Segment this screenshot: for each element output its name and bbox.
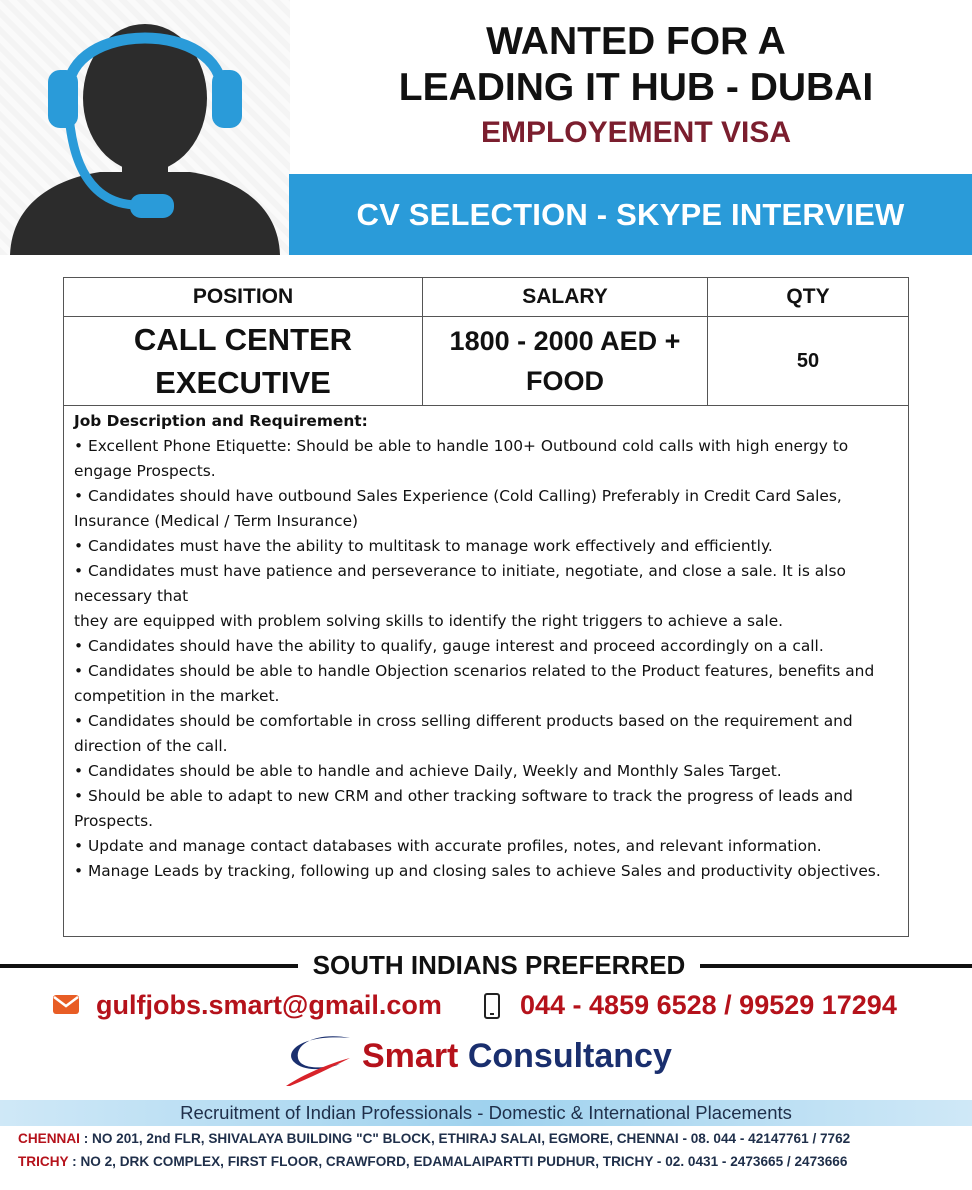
brand-logo	[280, 1030, 700, 1090]
salary-line-1: 1800 - 2000 AED +	[449, 326, 681, 356]
job-details-box	[63, 277, 909, 937]
swoosh-logo-icon	[280, 1030, 360, 1090]
address-text: : NO 201, 2nd FLR, SHIVALAYA BUILDING "C" BLOCK, ETHIRAJ SALAI, EGMORE, CHENNAI - 08. 044 - 42147761 / 7762	[79, 1131, 851, 1146]
list-item: • Update and manage contact databases with accurate profiles, notes, and relevant information.	[74, 837, 822, 855]
list-item: • Should be able to adapt to new CRM and other tracking software to track the progress of leads and Prospects.	[74, 787, 853, 830]
description-title: Job Description and Requirement:	[74, 412, 368, 430]
list-item: they are equipped with problem solving skills to identify the right triggers to achieve a sale.	[74, 612, 784, 630]
preference-divider	[0, 947, 972, 983]
list-item: • Candidates should have outbound Sales Experience (Cold Calling) Preferably in Credit Card Sales, Insurance (Medical / Term Insurance)	[74, 487, 842, 530]
email-link[interactable]: gulfjobs.smart@gmail.com	[96, 990, 442, 1020]
position-line-2: EXECUTIVE	[155, 365, 331, 400]
preference-text: SOUTH INDIANS PREFERRED	[312, 950, 686, 980]
list-item: • Candidates must have the ability to multitask to manage work effectively and efficiently.	[74, 537, 773, 555]
salary-line-2: FOOD	[526, 366, 604, 396]
banner-text: CV SELECTION - SKYPE INTERVIEW	[356, 196, 905, 232]
address-text: : NO 2, DRK COMPLEX, FIRST FLOOR, CRAWFORD, EDAMALAIPARTTI PUDHUR, TRICHY - 02. 0431 - 2473665 / 2473666	[68, 1154, 848, 1169]
table-row	[64, 317, 908, 406]
hero-image	[0, 0, 290, 255]
divider-line-right	[700, 964, 972, 968]
tagline-strip	[0, 1100, 972, 1126]
mail-icon	[53, 995, 79, 1014]
position-value	[64, 317, 423, 405]
list-item: • Manage Leads by tracking, following up and closing sales to achieve Sales and productivity objectives.	[74, 862, 881, 880]
tagline-text: Recruitment of Indian Professionals - Domestic & International Placements	[180, 1102, 792, 1123]
headline-line-2: LEADING IT HUB - DUBAI	[398, 66, 874, 109]
qty-value: 50	[796, 349, 820, 372]
contact-row	[0, 986, 972, 1026]
header-position: POSITION	[64, 278, 423, 316]
phone-link[interactable]: 044 - 4859 6528 / 99529 17294	[520, 990, 897, 1020]
list-item: • Candidates should be able to handle and achieve Daily, Weekly and Monthly Sales Target.	[74, 762, 782, 780]
header-salary: SALARY	[423, 278, 708, 316]
address-chennai	[18, 1131, 968, 1146]
headline-line-1: WANTED FOR A	[486, 20, 786, 63]
address-trichy	[18, 1154, 968, 1169]
divider-line-left	[0, 964, 298, 968]
header-qty: QTY	[786, 285, 830, 308]
list-item: • Candidates must have patience and perseverance to initiate, negotiate, and close a sale. It is also necessary that	[74, 562, 846, 605]
salary-value	[423, 317, 708, 405]
interview-banner	[289, 174, 972, 255]
brand-name-part-1: Smart	[362, 1037, 459, 1075]
visa-type: EMPLOYEMENT VISA	[480, 116, 792, 149]
list-item: • Excellent Phone Etiquette: Should be able to handle 100+ Outbound cold calls with high energy to engage Prospects.	[74, 437, 849, 480]
list-item: • Candidates should be able to handle Objection scenarios related to the Product features, benefits and competition in the market.	[74, 662, 875, 705]
brand-name-part-2: Consultancy	[467, 1037, 672, 1075]
list-item: • Candidates should have the ability to qualify, gauge interest and proceed accordingly on a call.	[74, 637, 824, 655]
headset-agent-icon	[0, 0, 290, 255]
address-city: TRICHY	[18, 1154, 69, 1169]
table-header-row	[64, 278, 908, 317]
brand-name	[362, 1034, 672, 1078]
list-item: • Candidates should be comfortable in cross selling different products based on the requirement and direction of the call.	[74, 712, 853, 755]
job-description	[74, 409, 904, 884]
address-city: CHENNAI	[18, 1131, 80, 1146]
position-line-1: CALL CENTER	[133, 322, 353, 357]
phone-icon	[484, 993, 500, 1019]
